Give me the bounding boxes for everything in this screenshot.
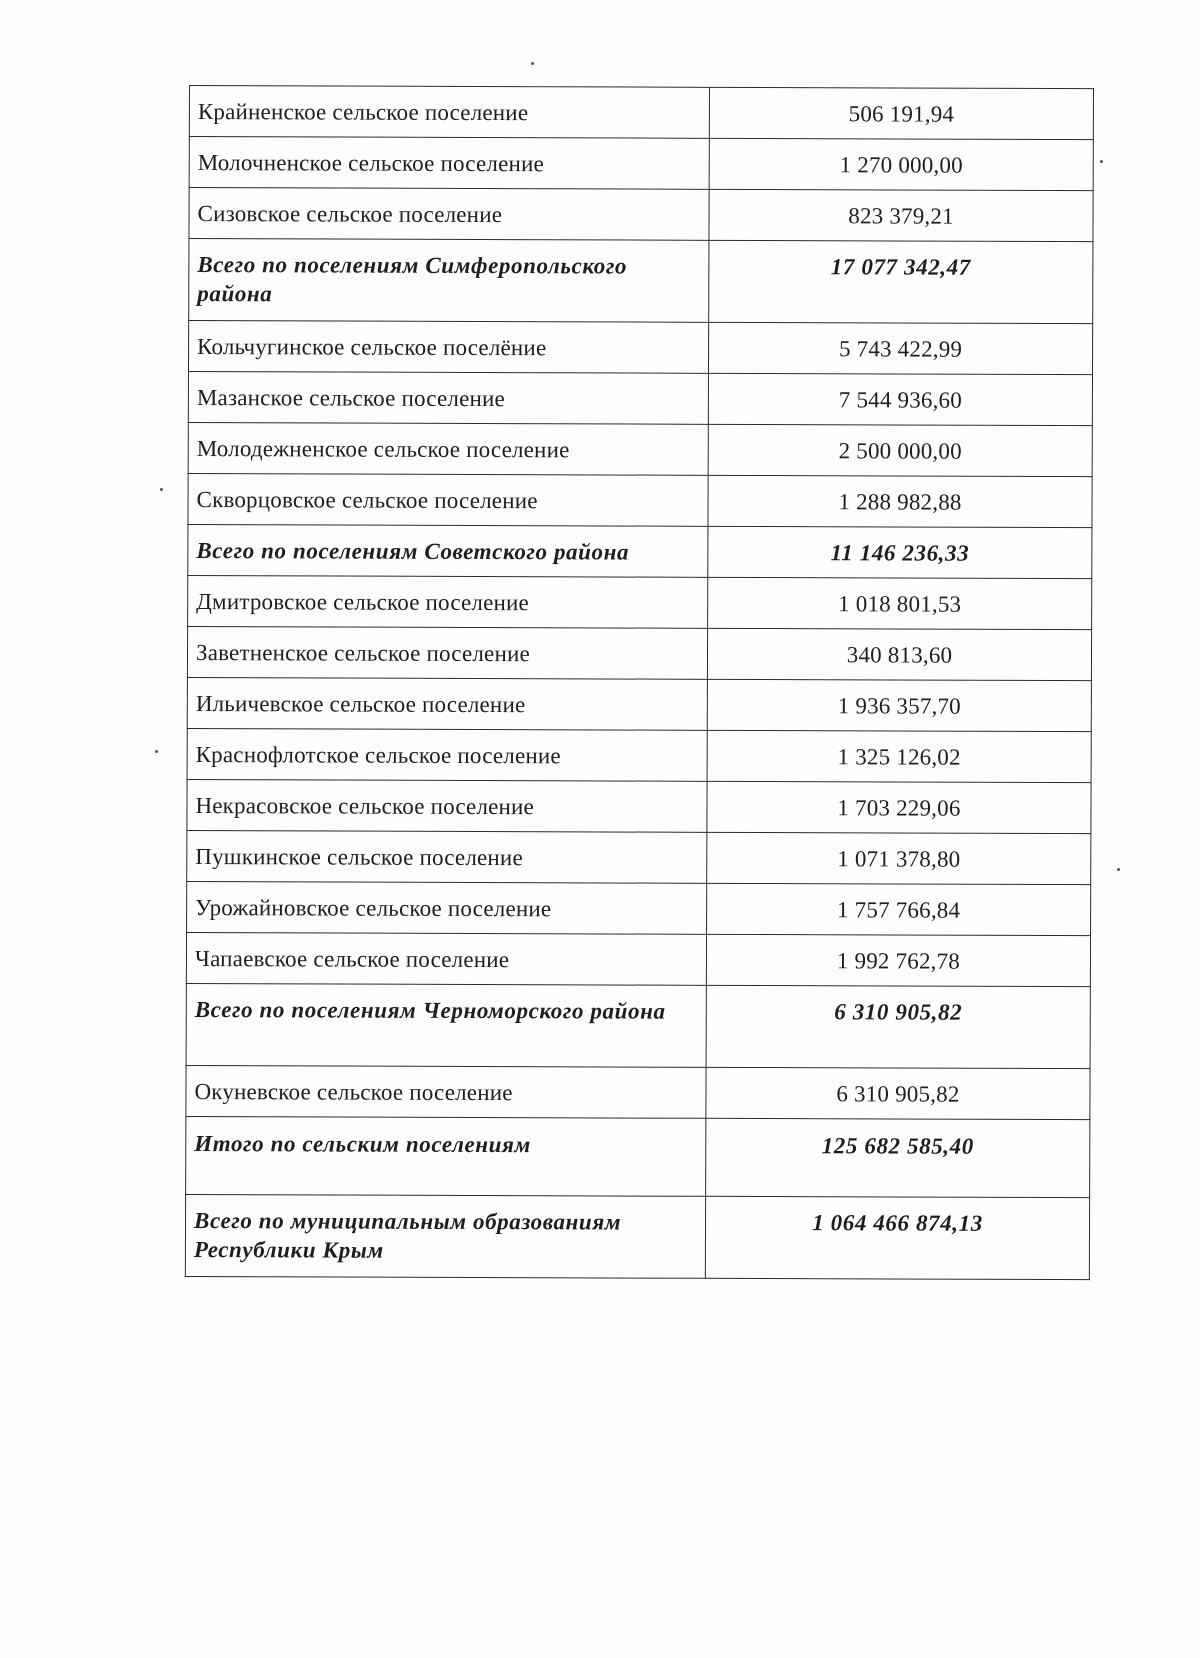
table-row (187, 881, 1091, 935)
settlement-name-cell: Кольчугинское сельское поселёние (188, 321, 708, 374)
settlement-name-cell: Чапаевское сельское поселение (186, 932, 706, 985)
amount-cell: 7 544 936,60 (708, 373, 1092, 425)
scan-speck (1117, 868, 1120, 871)
scan-speck (160, 488, 163, 491)
table-row (189, 188, 1093, 242)
settlement-name-cell: Пушкинское сельское поселение (187, 830, 707, 883)
settlement-name-cell: Итого по сельским поселениям (186, 1116, 706, 1196)
table-row (188, 422, 1092, 476)
amount-cell: 2 500 000,00 (708, 424, 1092, 476)
settlement-name-cell: Мазанское сельское поселение (188, 372, 708, 425)
amount-cell: 11 146 236,33 (708, 526, 1092, 578)
table-row (188, 321, 1092, 375)
settlement-name-cell: Краснофлотское сельское поселение (187, 728, 707, 781)
table-row (189, 137, 1093, 191)
amount-cell: 1 703 229,06 (707, 781, 1091, 833)
amount-cell: 1 288 982,88 (708, 475, 1092, 527)
amount-cell: 1 064 466 874,13 (705, 1196, 1089, 1279)
amount-cell: 1 071 378,80 (707, 832, 1091, 884)
amount-cell: 125 682 585,40 (706, 1118, 1090, 1197)
amount-cell: 6 310 905,82 (706, 1067, 1090, 1119)
settlement-name-cell: Всего по поселениям Черноморского района (186, 983, 706, 1067)
amount-cell: 1 270 000,00 (709, 138, 1093, 190)
scan-speck (1100, 160, 1103, 163)
total-row (188, 524, 1092, 578)
table-row (188, 575, 1092, 629)
amount-cell: 1 992 762,78 (706, 934, 1090, 986)
total-row (186, 983, 1090, 1068)
amount-cell: 340 813,60 (707, 628, 1091, 680)
table-row (187, 728, 1091, 782)
amount-cell: 823 379,21 (709, 189, 1093, 241)
amount-cell: 17 077 342,47 (709, 240, 1093, 323)
amount-cell: 6 310 905,82 (706, 985, 1090, 1068)
settlement-name-cell: Всего по поселениям Симферопольского района (189, 239, 709, 323)
settlement-name-cell: Ильичевское сельское поселение (187, 677, 707, 730)
scan-speck (155, 750, 158, 753)
settlement-name-cell: Заветненское сельское поселение (187, 626, 707, 679)
amount-cell: 5 743 422,99 (708, 322, 1092, 374)
settlement-name-cell: Крайненское сельское поселение (189, 86, 709, 139)
budget-table (185, 85, 1094, 1280)
scan-speck (531, 62, 534, 65)
table-row (187, 830, 1091, 884)
table-row (188, 372, 1092, 426)
settlement-name-cell: Молодежненское сельское поселение (188, 422, 708, 475)
table-row (187, 677, 1091, 731)
settlement-name-cell: Молочненское сельское поселение (189, 137, 709, 190)
budget-table-body (185, 86, 1093, 1280)
settlement-name-cell: Урожайновское сельское поселение (187, 881, 707, 934)
settlement-name-cell: Всего по поселениям Советского района (188, 524, 708, 577)
settlement-name-cell: Окуневское сельское поселение (186, 1065, 706, 1118)
amount-cell: 506 191,94 (709, 87, 1093, 139)
amount-cell: 1 018 801,53 (708, 577, 1092, 629)
total-row (189, 239, 1093, 324)
table-row (186, 1065, 1090, 1119)
table-row (189, 86, 1093, 140)
settlement-name-cell: Сизовское сельское поселение (189, 188, 709, 241)
amount-cell: 1 757 766,84 (707, 883, 1091, 935)
amount-cell: 1 936 357,70 (707, 679, 1091, 731)
settlement-name-cell: Всего по муниципальным образованиям Республики Крым (185, 1194, 705, 1278)
table-row (187, 779, 1091, 833)
settlement-name-cell: Некрасовское сельское поселение (187, 779, 707, 832)
table-row (186, 932, 1090, 986)
settlement-name-cell: Дмитровское сельское поселение (188, 575, 708, 628)
total-row (185, 1194, 1089, 1279)
table-row (188, 473, 1092, 527)
total-row (186, 1116, 1090, 1197)
settlement-name-cell: Скворцовское сельское поселение (188, 473, 708, 526)
amount-cell: 1 325 126,02 (707, 730, 1091, 782)
table-row (187, 626, 1091, 680)
